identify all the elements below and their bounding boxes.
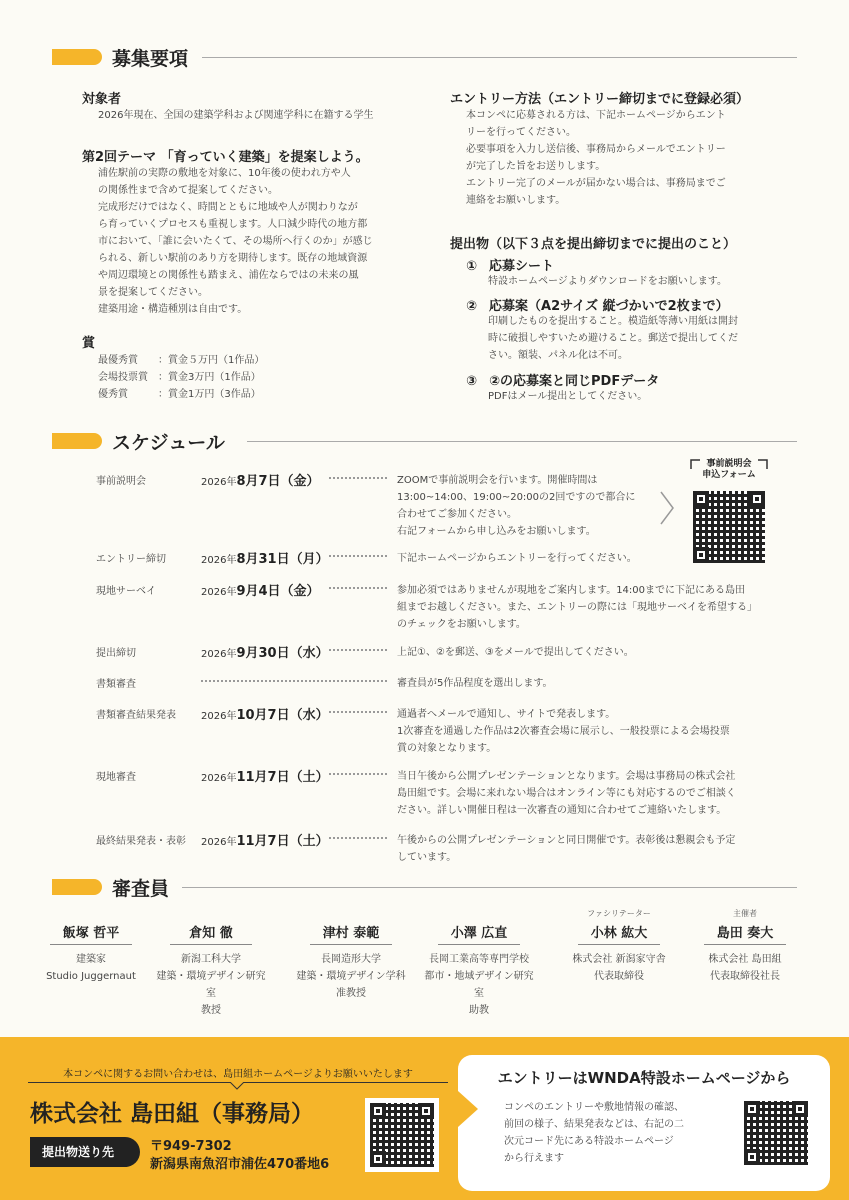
text-line: 都市・地域デザイン研究室 [424,971,534,999]
wnda-qr-code[interactable] [744,1101,808,1165]
leader-dots [201,680,387,682]
judge-role [152,908,270,922]
judge-card [32,908,150,985]
prize-heading: 賞 [82,336,96,351]
judge-affiliation [686,951,804,985]
leader-dots [329,587,387,589]
date-year: 2026年 [201,587,237,598]
text-line: 助教 [469,1005,489,1016]
date-year: 2026年 [201,477,237,488]
target-heading: 対象者 [82,92,122,107]
qr-finder [749,491,765,507]
judge-role: ファシリテーター [587,909,651,918]
text-line: ださい。詳しい開催日程は一次審査の通知に合わせてご連絡いたします。 [397,805,727,816]
text-line: 1次審査を通過した作品は2次審査会場に展示し、一般投票による会場投票 [397,726,730,737]
text-line: しています。 [397,852,457,863]
text-line: ら育っていくプロセスも重視します。人口減少時代の地方都 [98,219,368,230]
text-line: 必要事項を入力し送信後、事務局からメールでエントリー [466,144,726,155]
schedule-label: エントリー締切 [96,554,166,565]
prize-value: ：賞金５万円（1作品） [158,355,265,366]
text-line: PDFはメール提出としてください。 [488,391,648,402]
date-monthday: 8月7日 [236,474,281,489]
text-line: 浦佐駅前の実際の敷地を対象に、10年後の使われ方や人 [98,168,351,179]
qr-finder [744,1149,760,1165]
qr-finder [418,1103,434,1119]
qr-finder [693,547,709,563]
schedule-desc [397,832,735,866]
section-title: 審査員 [112,878,170,900]
schedule-date [201,470,320,489]
target-text [98,107,373,124]
qr-label [690,459,768,481]
text-line: 新潟工科大学 [181,954,241,965]
date-monthday: 9月4日 [236,584,281,599]
prize-row [98,352,264,369]
text-line: られる、新しい駅前のあり方を期待します。既存の地域資源 [98,253,368,264]
prize-row [98,386,264,403]
leader-dots [329,477,387,479]
qr-label-line: 事前説明会 [706,459,752,469]
send-address-badge: 提出物送り先 [30,1137,140,1167]
text-line: から行えます [504,1153,564,1164]
leader-dots [329,711,387,713]
schedule-date [201,580,320,599]
schedule-desc [397,675,553,692]
schedule-label: 書類審査 [96,679,136,690]
text-line: 審査員が5作品程度を選出します。 [397,678,553,689]
date-year: 2026年 [201,837,237,848]
schedule-label: 事前説明会 [96,476,146,487]
item-number: ③ [466,374,478,389]
leader-dots [329,649,387,651]
theme-text [98,165,373,318]
judge-role [32,908,150,922]
schedule-desc [397,644,634,661]
accent-pill [52,879,102,895]
submission-item-title [466,255,554,274]
schedule-label: 最終結果発表・表彰 [96,836,186,847]
judge-affiliation [32,951,150,985]
qr-finder [370,1103,386,1119]
entry-method-heading: エントリー方法（エントリー締切までに登録必須） [450,92,750,107]
text-line: コンペのエントリーや敷地情報の確認、 [504,1102,684,1113]
section-header-schedule [52,428,797,454]
text-line: 賞の対象となります。 [397,743,497,754]
judge-name: 倉知 徹 [170,922,252,945]
footer [0,1037,849,1200]
date-year: 2026年 [201,649,237,660]
date-year: 2026年 [201,555,237,566]
schedule-desc [397,706,730,757]
section-title: 募集要項 [112,48,189,70]
schedule-desc [397,768,736,819]
section-title: スケジュール [112,432,225,454]
date-monthday: 9月30日 [236,646,290,661]
judge-card [152,908,270,1019]
text-line: のチェックをお願いします。 [397,619,526,630]
date-year: 2026年 [201,773,237,784]
date-weekday: （土） [289,834,329,849]
judge-name: 小林 紘大 [578,922,660,945]
judge-affiliation [292,951,410,1002]
judge-card [560,908,678,985]
text-line: 合わせてご参加ください。 [397,509,517,520]
text-line: 株式会社 島田組 [708,954,782,965]
judge-name: 小澤 広直 [438,922,520,945]
text-line: 上記①、②を郵送、③をメールで提出してください。 [397,647,634,658]
judge-affiliation [420,951,538,1019]
qr-finder [370,1151,386,1167]
prize-name: 会場投票賞 [98,372,148,383]
schedule-date [201,642,329,661]
text-line: 前回の様子、結果発表などは、右記の二 [504,1119,684,1130]
qr-finder [792,1101,808,1117]
text-line: 建築用途・構造種別は自由です。 [98,304,248,315]
entry-method-text [466,107,726,209]
text-line: 通過者へメールで通知し、サイトで発表します。 [397,709,616,720]
text-line: 当日午後から公開プレゼンテーションとなります。会場は事務局の株式会社 [397,771,736,782]
schedule-label: 現地サーベイ [96,586,156,597]
text-line: 午後からの公開プレゼンテーションと同日開催です。表彰後は懇親会も予定 [397,835,736,846]
date-weekday: （月） [289,552,329,567]
judge-role: 主催者 [733,909,757,918]
date-weekday: （水） [289,708,329,723]
text-line: 長岡工業高等専門学校 [429,954,529,965]
date-monthday: 11月7日 [236,834,290,849]
prize-value: ：賞金1万円（3作品） [158,389,261,400]
date-year: 2026年 [201,711,237,722]
text-line: 景を提案してください。 [98,287,208,298]
qr-finder [693,491,709,507]
submission-item-desc [488,273,727,290]
text-line: 右記フォームから申し込みをお願いします。 [397,526,596,537]
judge-card [686,908,804,985]
company-name: 株式会社 島田組（事務局） [30,1101,315,1127]
qr-finder [744,1101,760,1117]
text-line: 建築・環境デザイン研究室 [156,971,266,999]
entry-panel-title: エントリーはWNDA特設ホームページから [497,1069,791,1087]
section-header-recruitment [52,44,797,70]
text-line: 建築・環境デザイン学科 [296,971,406,982]
text-line: さい。額装、パネル化は不可。 [488,350,628,361]
inquiry-note: 本コンペに関するお問い合わせは、島田組ホームページよりお願いいたします [63,1069,413,1080]
text-line: 印刷したものを提出すること。模造紙等薄い用紙は開封 [488,316,738,327]
date-monthday: 11月7日 [236,770,290,785]
date-weekday: （金） [280,474,320,489]
section-header-judges [52,874,797,900]
schedule-desc [397,472,635,540]
judge-affiliation [560,951,678,985]
leader-dots [329,837,387,839]
text-line: が完了した旨をお送りします。 [466,161,606,172]
address: 新潟県南魚沼市浦佐470番地6 [150,1157,330,1172]
schedule-label: 提出締切 [96,648,136,659]
judge-name: 津村 泰範 [310,922,392,945]
text-line: や周辺環境との関係性も踏まえ、浦佐ならではの未来の風 [98,270,359,281]
schedule-date [201,766,329,785]
text-line: 准教授 [336,988,366,999]
prize-name: 優秀賞 [98,389,128,400]
text-line: 教授 [201,1005,221,1016]
divider [182,887,797,888]
text-line: 下記ホームページからエントリーを行ってください。 [397,553,637,564]
schedule-date [201,830,329,849]
text-line: 建築家 [76,954,106,965]
judge-card [420,908,538,1019]
judge-name: 島田 奏大 [704,922,786,945]
seminar-form-qr-box[interactable] [690,459,768,567]
text-line: 代表取締役 [594,971,644,982]
company-qr-code[interactable] [370,1103,434,1167]
schedule-label: 現地審査 [96,772,136,783]
text-line: 組までお越しください。また、エントリーの際には「現地サーベイを希望する」 [397,602,757,613]
text-line: 連絡をお願いします。 [466,195,566,206]
text-line: 特設ホームページよりダウンロードをお願いします。 [488,276,727,287]
submission-item-desc [488,313,738,364]
schedule-date [201,704,329,723]
judge-name: 飯塚 哲平 [50,922,132,945]
text-line: リーを行ってください。 [466,127,576,138]
submission-item-title [466,370,659,389]
text-line: 島田組です。会場に来れない場合はオンライン等にも対応するのでご相談く [397,788,736,799]
theme-heading: 第2回テーマ 「育っていく建築」を提案しよう。 [82,150,369,165]
text-line: 13:00~14:00、19:00~20:00の2回ですので都合に [397,492,636,503]
judge-affiliation [152,951,270,1019]
qr-code[interactable] [693,491,765,563]
submission-item-desc [488,388,647,405]
text-line: 本コンペに応募される方は、下記ホームページからエント [466,110,726,121]
date-monthday: 8月31日 [236,552,290,567]
postal-code: 〒949-7302 [150,1139,232,1154]
prize-row [98,369,264,386]
judge-role [292,908,410,922]
text-line: 参加必須ではありませんが現地をご案内します。14:00までに下記にある島田 [397,585,746,596]
speech-tail-icon [230,1082,244,1090]
prize-value: ：賞金3万円（1作品） [158,372,261,383]
date-weekday: （金） [280,584,320,599]
text-line: 株式会社 新潟家守舎 [572,954,666,965]
item-title: 応募シート [489,259,555,274]
accent-pill [52,433,102,449]
prize-list [98,352,264,403]
text-line: 完成形だけではなく、時間とともに地域や人が関わりなが [98,202,358,213]
item-number: ② [466,299,478,314]
item-title: 応募案（A2サイズ 縦づかいで2枚まで） [489,299,729,314]
text-line: 時に破損しやすいため避けること。郵送で提出してくだ [488,333,738,344]
leader-dots [329,555,387,557]
schedule-label: 書類審査結果発表 [96,710,176,721]
arrow-marker [458,1091,478,1127]
date-monthday: 10月7日 [236,708,290,723]
item-title: ②の応募案と同じPDFデータ [489,374,660,389]
text-line: 代表取締役社長 [710,971,780,982]
judge-card [292,908,410,1002]
submission-item-title [466,295,729,314]
schedule-desc [397,550,637,567]
entry-panel [458,1055,830,1191]
text-line: 長岡造形大学 [321,954,381,965]
text-line: Studio Juggernaut [46,971,136,982]
leader-dots [329,773,387,775]
text-line: ZOOMで事前説明会を行います。開催時間は [397,475,598,486]
submission-heading: 提出物（以下３点を提出締切までに提出のこと） [450,237,737,252]
schedule-date [201,548,329,567]
entry-panel-text [504,1099,684,1167]
text-line: の関係性まで含めて提案してください。 [98,185,278,196]
text-line: エントリー完了のメールが届かない場合は、事務局までご [466,178,726,189]
text-line: 市において、「誰に会いたくて、その場所へ行くのか」が感じ [98,236,373,247]
text-line: 次元コード先にある特設ホームページ [504,1136,674,1147]
date-weekday: （土） [289,770,329,785]
item-number: ① [466,259,478,274]
date-weekday: （水） [289,646,329,661]
qr-label-line: 申込フォーム [702,470,756,480]
prize-name: 最優秀賞 [98,355,138,366]
schedule-desc [397,582,757,633]
text-line: 2026年現在、全国の建築学科および関連学科に在籍する学生 [98,110,374,121]
divider [247,441,797,442]
divider [202,57,797,58]
judge-role [420,908,538,922]
chevron-right-icon [658,490,676,526]
accent-pill [52,49,102,65]
